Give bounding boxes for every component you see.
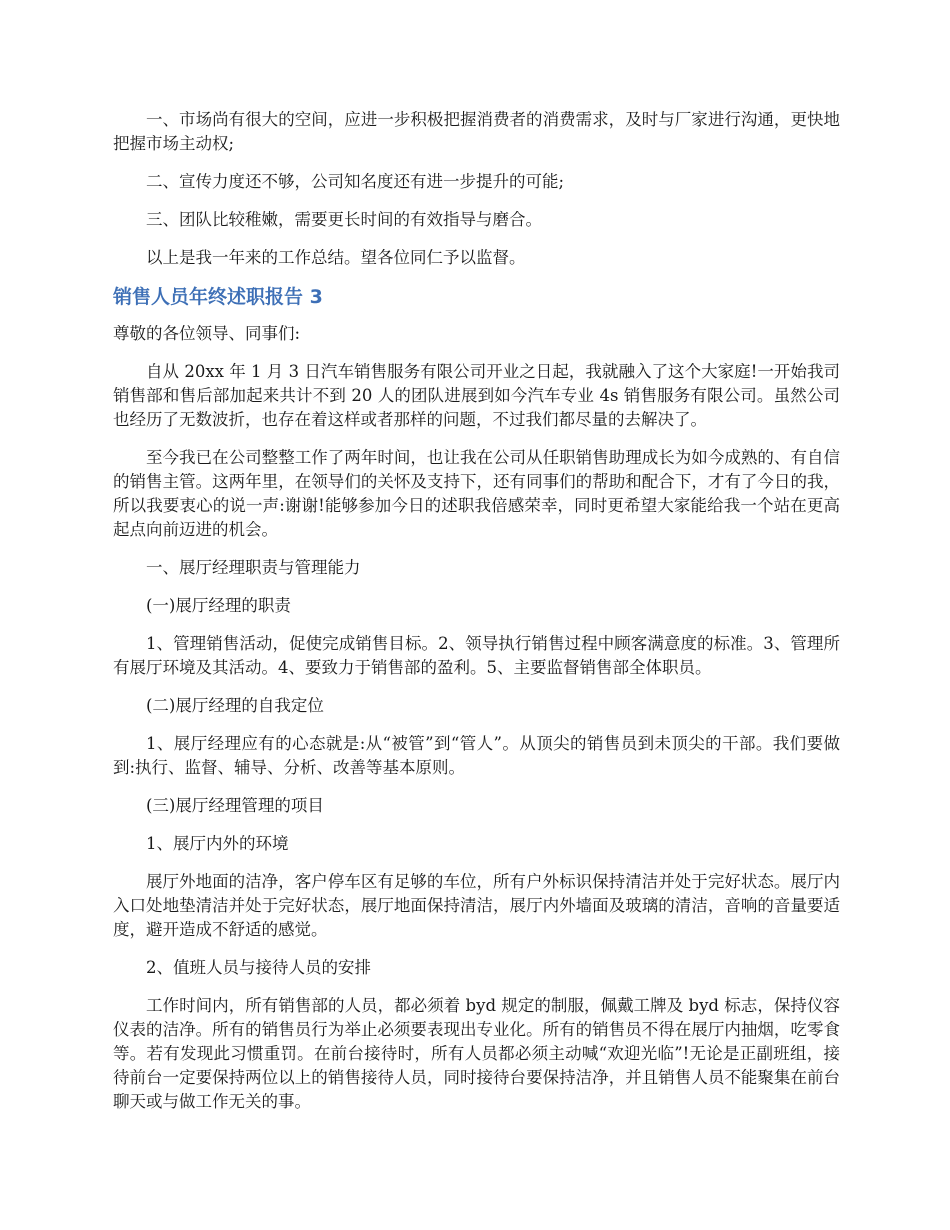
body-paragraph: 展厅外地面的洁净，客户停车区有足够的车位，所有户外标识保持清洁并处于完好状态。展厅内入口处地垫清洁并处于完好状态，展厅地面保持清洁，展厅内外墙面及玻璃的清洁，音响的音量要适度，避开造成不舒适的感觉。	[113, 872, 840, 939]
intro-paragraph: 以上是我一年来的工作总结。望各位同仁予以监督。	[146, 248, 526, 267]
subheading: (二)展厅经理的自我定位	[146, 696, 324, 715]
body-paragraph: 1、展厅经理应有的心态就是:从“被管”到“管人”。从顶尖的销售员到未顶尖的干部。我们要做到:执行、监督、辅导、分析、改善等基本原则。	[113, 734, 840, 777]
subheading: 一、展厅经理职责与管理能力	[146, 558, 361, 577]
subheading: (三)展厅经理管理的项目	[146, 796, 324, 815]
subheading: 2、值班人员与接待人员的安排	[146, 958, 371, 977]
salutation: 尊敬的各位领导、同事们:	[113, 324, 301, 343]
body-paragraph: 至今我已在公司整整工作了两年时间，也让我在公司从任职销售助理成长为如今成熟的、有自信的销售主管。这两年里，在领导们的关怀及支持下，还有同事们的帮助和配合下，才有了今日的我，所以我要衷心的说一声:谢谢!能够参加今日的述职我倍感荣幸，同时更希望大家能给我一个站在更高起点向前迈进的机会。	[113, 448, 840, 539]
document-page	[113, 108, 840, 1128]
subheading: (一)展厅经理的职责	[146, 596, 291, 615]
intro-paragraph: 三、团队比较稚嫩，需要更长时间的有效指导与磨合。	[146, 210, 542, 229]
body-paragraph: 1、管理销售活动，促使完成销售目标。2、领导执行销售过程中顾客满意度的标准。3、管理所有展厅环境及其活动。4、要致力于销售部的盈利。5、主要监督销售部全体职员。	[113, 634, 840, 677]
body-paragraph: 工作时间内，所有销售部的人员，都必须着 byd 规定的制服，佩戴工牌及 byd 标志，保持仪容仪表的洁净。所有的销售员行为举止必须要表现出专业化。所有的销售员不得在展厅内抽烟，吃零食等。若有发现此习惯重罚。在前台接待时，所有人员都必须主动喊“欢迎光临”!无论是正副班组，接待前台一定要保持两位以上的销售接待人员，同时接待台要保持洁净，并且销售人员不能聚集在前台聊天或与做工作无关的事。	[113, 996, 840, 1111]
intro-paragraph: 一、市场尚有很大的空间，应进一步积极把握消费者的消费需求，及时与厂家进行沟通，更快地把握市场主动权;	[113, 110, 840, 153]
intro-paragraph: 二、宣传力度还不够，公司知名度还有进一步提升的可能;	[146, 172, 565, 191]
body-paragraph: 自从 20xx 年 1 月 3 日汽车销售服务有限公司开业之日起，我就融入了这个大家庭!一开始我司销售部和售后部加起来共计不到 20 人的团队进展到如今汽车专业 4s 销售服务有限公司。虽然公司也经历了无数波折，也存在着这样或者那样的问题，不过我们都尽量的去解决了。	[113, 362, 840, 429]
subheading: 1、展厅内外的环境	[146, 834, 289, 853]
section-title: 销售人员年终述职报告 3	[113, 286, 323, 308]
